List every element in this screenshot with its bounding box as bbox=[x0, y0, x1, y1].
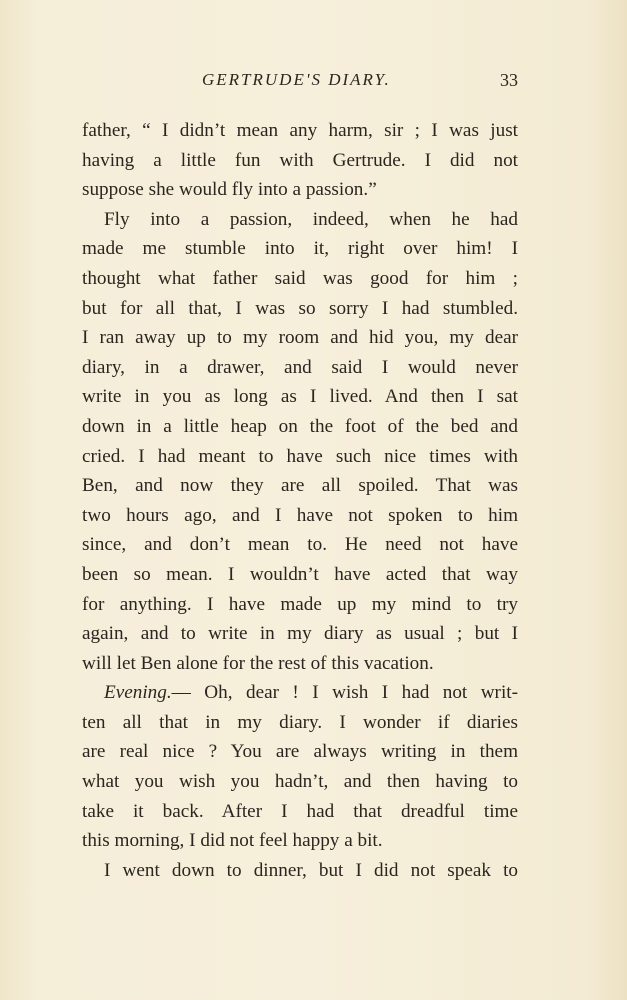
text-line: for anything. I have made up my mind to try bbox=[82, 593, 518, 615]
text-line: suppose she would fly into a passion.” bbox=[82, 179, 377, 201]
page-number: 33 bbox=[500, 70, 518, 90]
text-line: down in a little heap on the foot of the bed and bbox=[82, 415, 518, 437]
text-line: having a little fun with Gertrude. I did not bbox=[82, 149, 518, 171]
running-head bbox=[82, 70, 518, 96]
text-line: but for all that, I was so sorry I had stumbled. bbox=[82, 297, 518, 319]
text-line: will let Ben alone for the rest of this vacation. bbox=[82, 652, 434, 674]
text-line: I went down to dinner, but I did not speak to bbox=[104, 859, 518, 881]
text-line: cried. I had meant to have such nice times with bbox=[82, 445, 518, 467]
text-line: made me stumble into it, right over him! I bbox=[82, 238, 518, 260]
text-line: father, “ I didn’t mean any harm, sir ; I was just bbox=[82, 120, 518, 141]
text-line: again, and to write in my diary as usual ; but I bbox=[82, 623, 518, 645]
text-line: this morning, I did not feel happy a bit. bbox=[82, 830, 383, 852]
text-line: write in you as long as I lived. And then I sat bbox=[82, 386, 518, 408]
evening-label: Evening. bbox=[104, 682, 172, 704]
evening-rest: — Oh, dear ! I wish I had not writ- bbox=[171, 682, 518, 704]
text-line: thought what father said was good for him ; bbox=[82, 267, 518, 289]
text-line: take it back. After I had that dreadful time bbox=[82, 800, 518, 822]
text-line: I ran away up to my room and hid you, my dear bbox=[82, 327, 518, 349]
text-line: been so mean. I wouldn’t have acted that way bbox=[82, 563, 518, 585]
text-line: ten all that in my diary. I wonder if diaries bbox=[82, 711, 518, 733]
text-line: are real nice ? You are always writing in them bbox=[82, 741, 518, 763]
text-line: diary, in a drawer, and said I would never bbox=[82, 356, 518, 378]
text-line: Fly into a passion, indeed, when he had bbox=[104, 208, 518, 230]
text-line: since, and don’t mean to. He need not have bbox=[82, 534, 518, 556]
text-line: what you wish you hadn’t, and then having to bbox=[82, 771, 518, 793]
running-title: GERTRUDE'S DIARY. bbox=[202, 70, 391, 89]
text-line: two hours ago, and I have not spoken to him bbox=[82, 504, 518, 526]
evening-line bbox=[82, 678, 518, 708]
body-text bbox=[82, 116, 518, 885]
text-line: Ben, and now they are all spoiled. That was bbox=[82, 475, 518, 497]
